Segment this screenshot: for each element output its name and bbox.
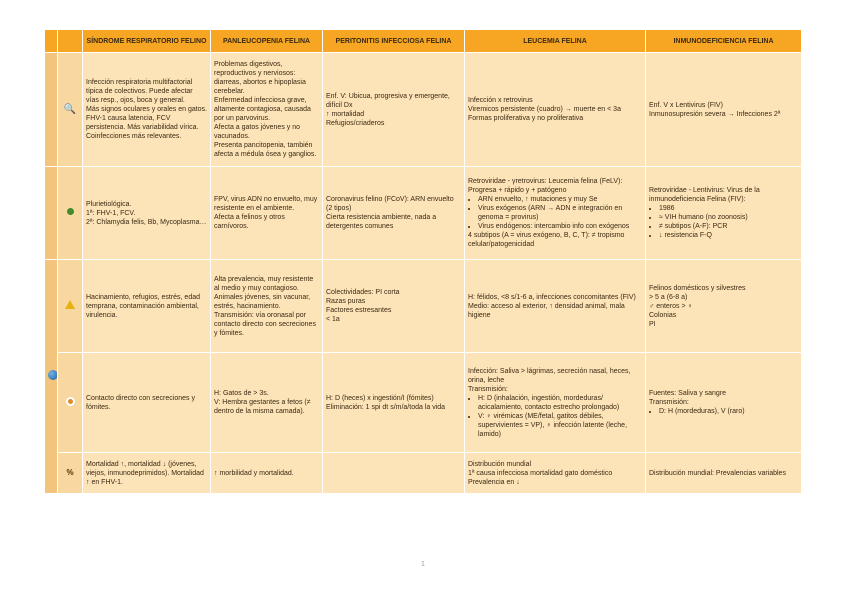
row-factores-riesgo (45, 260, 802, 353)
cell-r4-c3: H: D (heces) x ingestión/I (fómites) Eliminación: 1 spi dt s/m/a/toda la vida (323, 353, 465, 453)
cell-r2-c5: Retroviridae - Lentivirus: Virus de la inmunodeficiencia Felina (FIV): • 1986 • ≈ VIH humano (no zoonosis) • ≠ subtipos (A-F): PCR • ↓ resistencia F-Q (646, 167, 802, 260)
cell-r1-c1: Infección respiratoria multifactorial típica de colectivos. Puede afectar vías resp., ojos, boca y general. Más signos oculares y orales en gatos. FHV-1 causa latencia, FCV persistencia. Más variabilidad vírica. Coinfecciones más relevantes. (83, 53, 211, 167)
header-row (45, 30, 802, 53)
bullet-list: • H: D (inhalación, ingestión, mordeduras/ acicalamiento, contacto estrecho prolongado) • V: ♀ virémicas (ME/fetal, gatitos débiles, supervivientes = VP), ♀ infección latente (leche, lamido) (468, 394, 642, 439)
header-leucemia: LEUCEMIA FELINA (465, 30, 646, 53)
cell-r5-c3 (323, 453, 465, 494)
cell-r2-c1: Plurietiológica. 1ª: FHV-1, FCV. 2ª: Chlamydia felis, Bb, Mycoplasma… (83, 167, 211, 260)
header-icon-blank (58, 30, 83, 53)
cell-r2-c3: Coronavirus felino (FCoV): ARN envuelto (2 tipos) Cierta resistencia ambiente, nada a detergentes comunes (323, 167, 465, 260)
header-inmunodeficiencia: INMUNODEFICIENCIA FELINA (646, 30, 802, 53)
row-definicion (45, 53, 802, 167)
warning-icon (65, 300, 75, 309)
bullet-list: • 1986 • ≈ VIH humano (no zoonosis) • ≠ subtipos (A-F): PCR • ↓ resistencia F-Q (649, 204, 798, 240)
cell-r1-c3: Enf. V: Ubicua, progresiva y emergente, difícil Dx ↑ mortalidad Refugios/criaderos (323, 53, 465, 167)
header-sindrome-respiratorio: SÍNDROME RESPIRATORIO FELINO (83, 30, 211, 53)
cell-r1-c2: Problemas digestivos, reproductivos y nerviosos: diarreas, abortos e hipoplasia cerebelar. Enfermedad infecciosa grave, altamente contagiosa, causada por un parvovirus. Afecta a gatos jóvenes y no vacunados. Presenta pancitopenia, también afecta a médula ósea y ganglios. (211, 53, 323, 167)
cell-r4-c4: Infección: Saliva > lágrimas, secreción nasal, heces, orina, leche Transmisión: • H: D (inhalación, ingestión, mordeduras/ acicalamiento, contacto estrecho prolongado) • V: ♀ virémicas (ME/fetal, gatitos débiles, supervivientes = VP), ♀ infección latente (leche, lamido) (465, 353, 646, 453)
side-cell-epidemiologia (45, 260, 58, 494)
biohazard-icon (66, 397, 75, 406)
cell-r3-c4: H: félidos, <8 s/1-6 a, infecciones concomitantes (FIV) Medio: acceso al exterior, ↑ densidad animal, mala higiene (465, 260, 646, 353)
row-icon-cell (58, 353, 83, 453)
magnifier-icon: 🔍 (63, 103, 77, 115)
cell-r3-c3: Colectividades: PI corta Razas puras Factores estresantes < 1a (323, 260, 465, 353)
cell-r4-c2: H: Gatos de > 3s. V: Hembra gestantes a fetos (≠ dentro de la misma camada). (211, 353, 323, 453)
green-dot-icon (67, 208, 74, 215)
comparison-table-sheet (44, 29, 801, 494)
cell-r3-c2: Alta prevalencia, muy resistente al medio y muy contagioso. Animales jóvenes, sin vacunar, estrés, hacinamiento. Transmisión: vía oronasal por contacto directo con secreciones y fómites. (211, 260, 323, 353)
bullet-list: • D: H (mordeduras), V (raro) (649, 407, 798, 416)
page-number: 1 (421, 561, 425, 568)
cell-r3-c1: Hacinamiento, refugios, estrés, edad temprana, contaminación ambiental, virulencia. (83, 260, 211, 353)
cell-r4-c1: Contacto directo con secreciones y fómites. (83, 353, 211, 453)
side-cell-top (45, 53, 58, 167)
cell-r5-c2: ↑ morbilidad y mortalidad. (211, 453, 323, 494)
cell-r2-c4: Retroviridae - γretrovirus: Leucemia felina (FeLV): Progresa + rápido y + patógeno • ARN envuelto, ↑ mutaciones y muy Se • Virus exógenos (ARN → ADN e integración en genoma = provirus) • Virus endógenos: intercambio info con exógenos 4 subtipos (A = virus exógeno, B, C, T): ≠ tropismo celular/patogenicidad (465, 167, 646, 260)
row-etiologia (45, 167, 802, 260)
cell-r1-c4: Infección x retrovirus Viremicos persistente (cuadro) → muerte en < 3a Formas proliferativa y no proliferativa (465, 53, 646, 167)
row-icon-cell (58, 453, 83, 494)
header-panleucopenia: PANLEUCOPENIA FELINA (211, 30, 323, 53)
cell-r5-c4: Distribución mundial 1ª causa infecciosa mortalidad gato doméstico Prevalencia en ↓ (465, 453, 646, 494)
cell-r3-c5: Felinos domésticos y silvestres > 5 a (6-8 a) ♂ enteros > ♀ Colonias PI (646, 260, 802, 353)
header-side-blank (45, 30, 58, 53)
row-icon-cell (58, 167, 83, 260)
cell-r1-c5: Enf. V x Lentivirus (FIV) Inmunosupresión severa → Infecciones 2ª (646, 53, 802, 167)
header-peritonitis: PERITONITIS INFECCIOSA FELINA (323, 30, 465, 53)
cell-r5-c5: Distribución mundial: Prevalencias variables (646, 453, 802, 494)
side-cell-top-2 (45, 167, 58, 260)
row-icon-cell (58, 53, 83, 167)
cell-r5-c1: Mortalidad ↑, mortalidad ↓ (jóvenes, viejos, inmunodeprimidos). Mortalidad ↑ en FHV-1. (83, 453, 211, 494)
cell-r2-c2: FPV, virus ADN no envuelto, muy resistente en el ambiente. Afecta a felinos y otros carnívoros. (211, 167, 323, 260)
percent-icon: % (66, 468, 74, 477)
row-transmision (45, 353, 802, 453)
bullet-list: • ARN envuelto, ↑ mutaciones y muy Se • Virus exógenos (ARN → ADN e integración en genoma = provirus) • Virus endógenos: intercambio info con exógenos (468, 195, 642, 231)
cell-r4-c5: Fuentes: Saliva y sangre Transmisión: • D: H (mordeduras), V (raro) (646, 353, 802, 453)
globe-icon (48, 370, 58, 380)
row-prevalencia (45, 453, 802, 494)
row-icon-cell (58, 260, 83, 353)
comparison-table (44, 29, 802, 494)
